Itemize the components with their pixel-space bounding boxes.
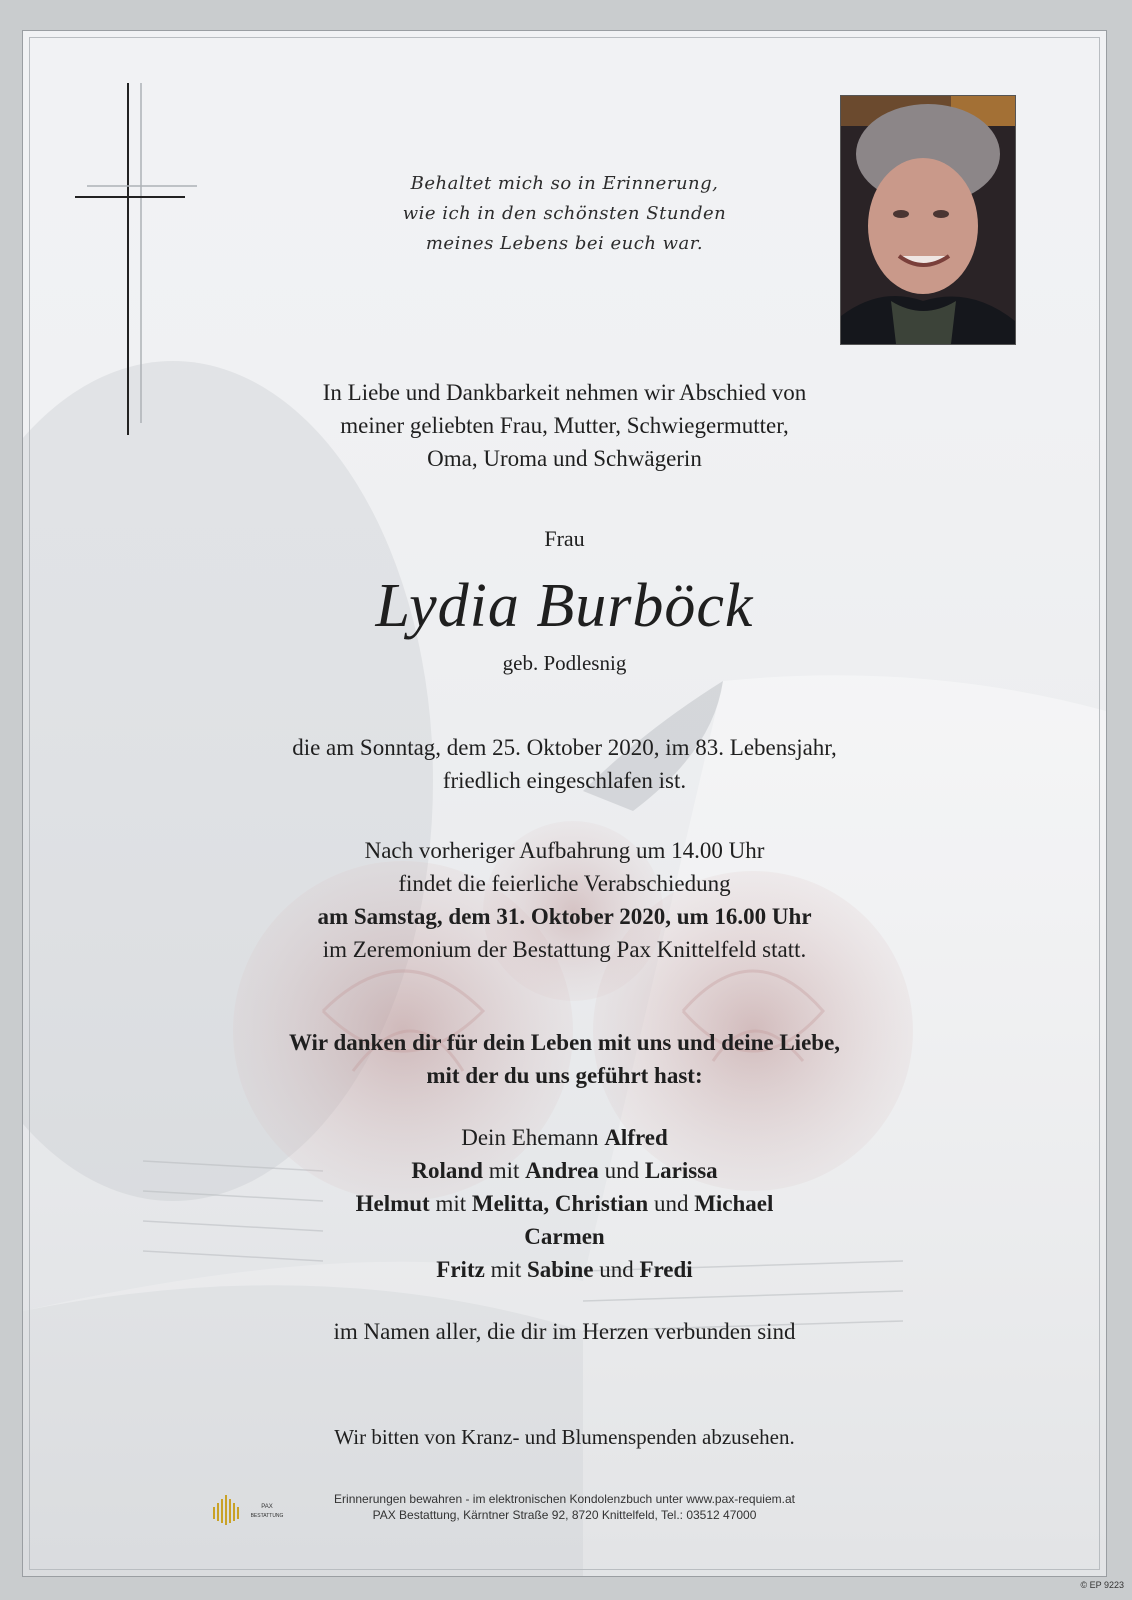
ceremony-line: findet die feierliche Verabschiedung [398, 871, 731, 896]
ceremony-info [23, 834, 1106, 966]
mourner-text: und [598, 1158, 645, 1183]
mourner-text: mit [484, 1257, 527, 1282]
footer-contact [23, 1491, 1106, 1523]
mourner-name: Helmut [355, 1191, 430, 1216]
mourners-list [23, 1121, 1106, 1286]
deceased-name: Lydia Burböck [375, 572, 754, 640]
logo-text-pax: PAX [261, 1504, 273, 1510]
mourner-row [23, 1154, 1106, 1187]
document-code: © EP 9223 [1080, 1580, 1124, 1590]
ceremony-line: im Zeremonium der Bestattung Pax Knittelfeld statt. [322, 937, 807, 962]
intro-line: Oma, Uroma und Schwägerin [427, 446, 702, 471]
mourner-row [23, 1187, 1106, 1220]
donation-request: Wir bitten von Kranz- und Blumenspenden abzusehen. [334, 1425, 795, 1449]
mourner-text: Dein Ehemann [461, 1125, 605, 1150]
mourner-name: Carmen [524, 1224, 605, 1249]
death-notice [23, 731, 1106, 797]
birth-name: geb. Podlesnig [502, 651, 627, 675]
mourner-text: und [648, 1191, 695, 1216]
mourner-text: und [593, 1257, 640, 1282]
mourner-row [23, 1253, 1106, 1286]
mourner-text: mit [429, 1191, 472, 1216]
motto-line: Behaltet mich so in Erinnerung, [410, 173, 719, 194]
mourner-name: Fredi [639, 1257, 693, 1282]
mourner-name: Fritz [436, 1257, 485, 1282]
motto-line: meines Lebens bei euch war. [425, 233, 704, 254]
mourner-name: Andrea [525, 1158, 599, 1183]
mourner-row [23, 1121, 1106, 1154]
mourner-row [23, 1220, 1106, 1253]
mourner-name: Larissa [644, 1158, 718, 1183]
closing-line: im Namen aller, die dir im Herzen verbunden sind [333, 1319, 796, 1344]
farewell-intro [23, 376, 1106, 475]
thanks-line: mit der du uns geführt hast: [426, 1063, 703, 1088]
motto-line: wie ich in den schönsten Stunden [402, 203, 727, 224]
intro-line: meiner geliebten Frau, Mutter, Schwiegermutter, [340, 413, 789, 438]
salutation: Frau [544, 526, 585, 551]
death-line: friedlich eingeschlafen ist. [442, 768, 687, 793]
obituary-sheet [22, 30, 1107, 1577]
death-line: die am Sonntag, dem 25. Oktober 2020, im 83. Lebensjahr, [292, 735, 837, 760]
footer-condolence-line: Erinnerungen bewahren - im elektronischen Kondolenzbuch unter www.pax-requiem.at [334, 1492, 795, 1506]
mourner-name: Melitta, Christian [471, 1191, 649, 1216]
mourner-name: Michael [694, 1191, 774, 1216]
footer-address-line: PAX Bestattung, Kärntner Straße 92, 8720 Knittelfeld, Tel.: 03512 47000 [372, 1508, 757, 1522]
thanks-message [23, 1026, 1106, 1092]
ceremony-line: Nach vorheriger Aufbahrung um 14.00 Uhr [364, 838, 765, 863]
mourner-name: Roland [411, 1158, 483, 1183]
thanks-line: Wir danken dir für dein Leben mit uns und deine Liebe, [288, 1030, 841, 1055]
ceremony-date: am Samstag, dem 31. Oktober 2020, um 16.00 Uhr [317, 904, 812, 929]
intro-line: In Liebe und Dankbarkeit nehmen wir Abschied von [322, 380, 807, 405]
mourner-name: Alfred [604, 1125, 668, 1150]
mourner-text: mit [482, 1158, 526, 1183]
memorial-motto [23, 169, 1106, 259]
logo-text-bestattung: BESTATTUNG [250, 1513, 284, 1519]
mourner-name: Sabine [526, 1257, 594, 1282]
